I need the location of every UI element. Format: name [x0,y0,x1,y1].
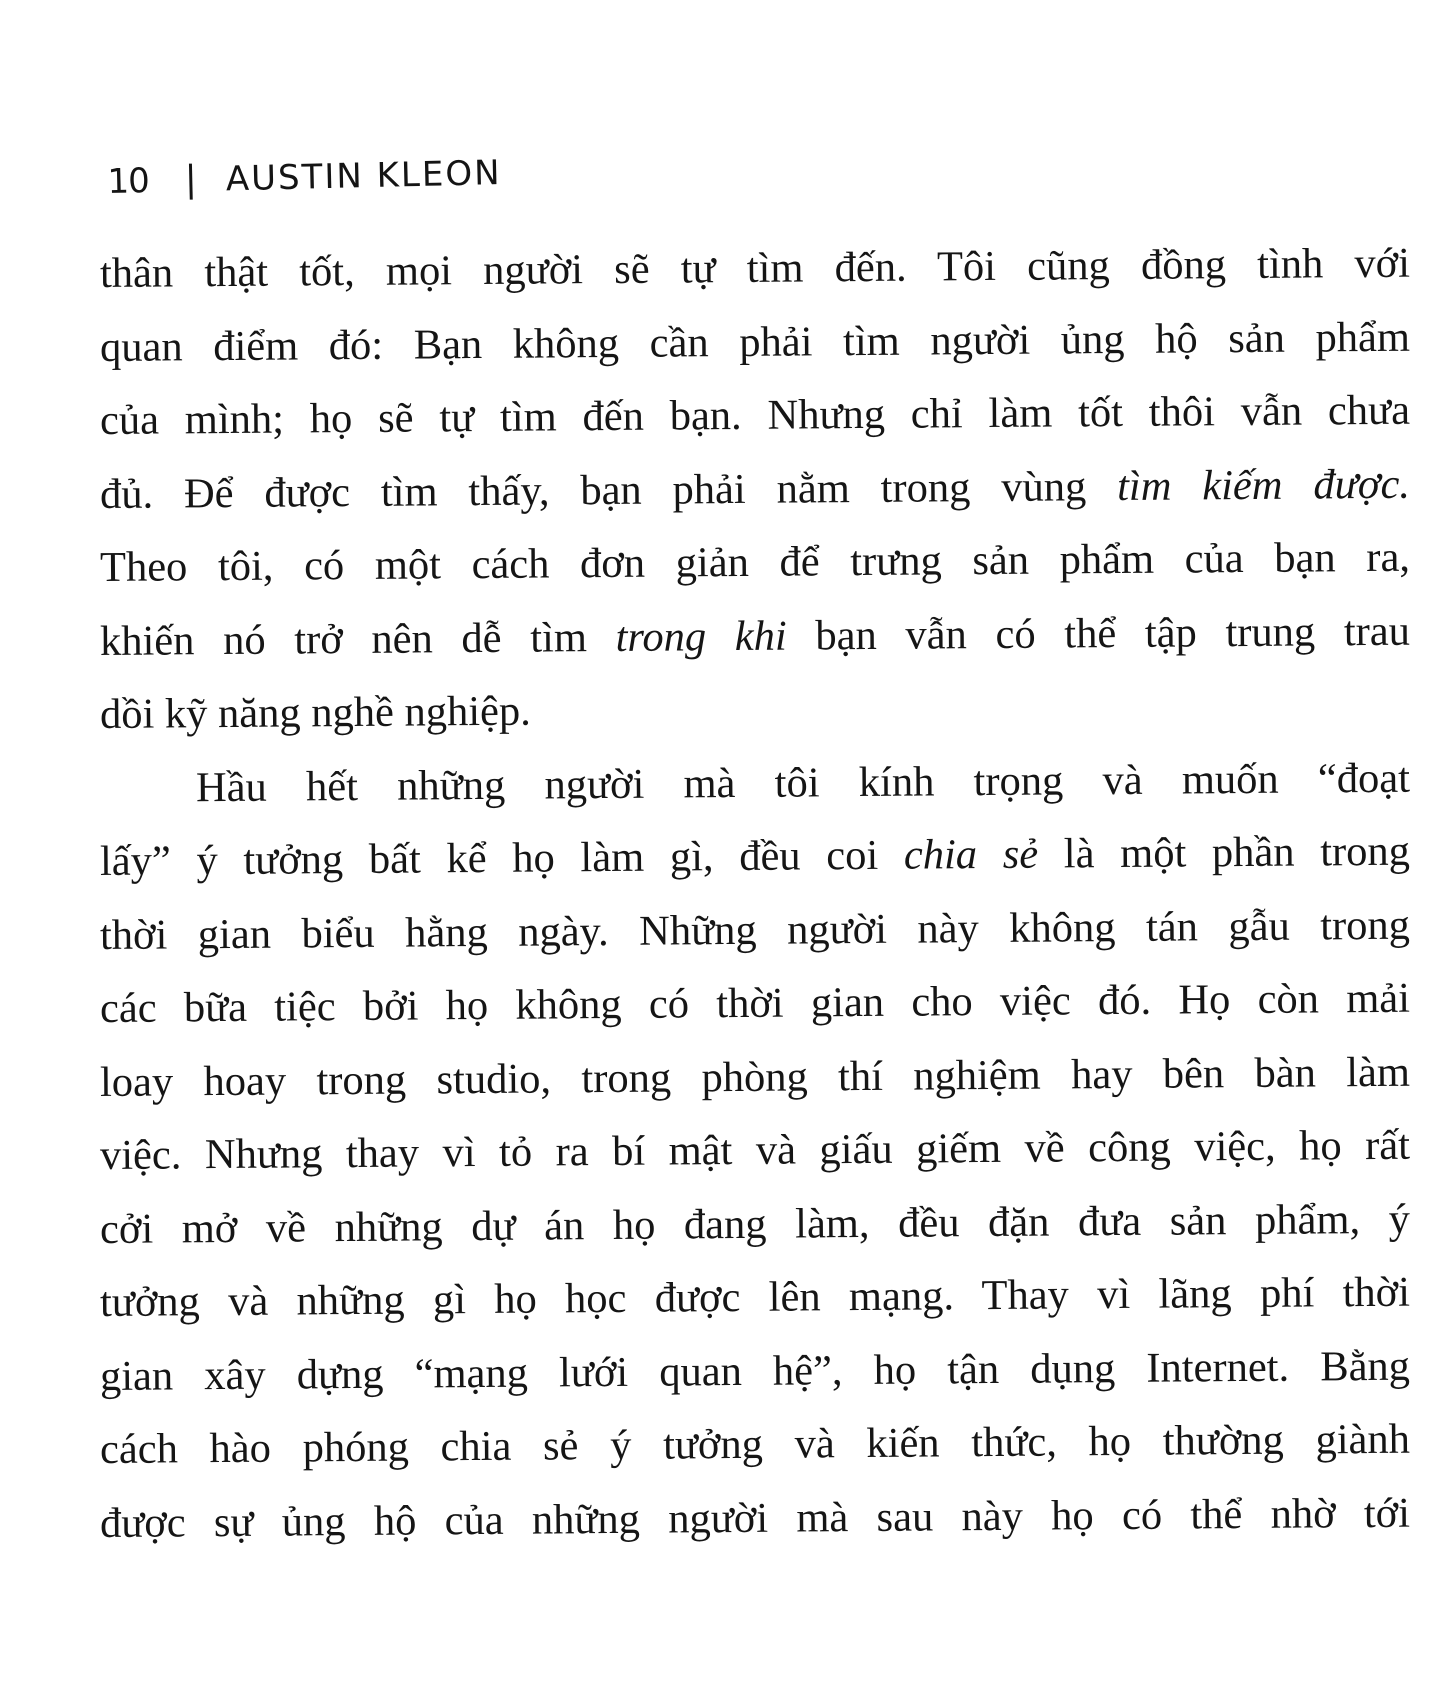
text-line [100,1035,1411,1119]
text-line [100,374,1411,458]
text-segment: thời gian biểu hằng ngày. Những người này không tán gẫu trong [99,901,1411,959]
text-segment: thân thật tốt, mọi người sẽ tự tìm đến. Tôi cũng đồng tình với [99,239,1411,297]
text-line [100,1476,1411,1560]
text-segment: là một phần trong [1037,827,1411,878]
text-segment: việc. Nhưng thay vì tỏ ra bí mật và giấu giếm về công việc, họ rất [99,1121,1411,1179]
italic-text: chia sẻ [903,830,1039,879]
text-line [100,1329,1411,1413]
text-line [100,888,1411,972]
italic-text: tìm kiếm được. [1116,460,1411,510]
text-segment: quan điểm đó: Bạn không cần phải tìm người ủng hộ sản phẩm [99,313,1411,371]
header-separator: | [184,158,199,201]
text-line [100,741,1411,825]
text-line [100,1256,1411,1340]
text-line [100,1182,1411,1266]
text-segment: khiến nó trở nên dễ tìm [99,613,616,665]
text-line [100,815,1411,899]
author-name: AUSTIN KLEON [225,153,502,200]
page-number: 10 [107,161,150,202]
text-line [100,521,1411,605]
body-text [100,237,1410,1560]
text-line [100,300,1411,384]
text-segment: được sự ủng hộ của những người mà sau này họ có thể nhờ tới [99,1489,1411,1547]
text-segment: tưởng và những gì họ học được lên mạng. Thay vì lãng phí thời [99,1268,1411,1326]
text-segment: các bữa tiệc bởi họ không có thời gian cho việc đó. Họ còn mải [99,974,1411,1032]
text-segment: dồi kỹ năng nghề nghiệp. [99,687,532,738]
text-segment: lấy” ý tưởng bất kể họ làm gì, đều coi [99,831,905,885]
text-segment: Hầu hết những người mà tôi kính trọng và muốn “đoạt [195,754,1411,811]
text-line [100,594,1411,678]
text-line [100,227,1411,311]
text-segment: cách hào phóng chia sẻ ý tưởng và kiến thức, họ thường giành [99,1415,1411,1473]
text-segment: loay hoay trong studio, trong phòng thí nghiệm hay bên bàn làm [99,1048,1411,1106]
text-line [100,668,1411,752]
text-segment: gian xây dựng “mạng lưới quan hệ”, họ tận dụng Internet. Bằng [99,1342,1411,1400]
text-line [100,962,1411,1046]
text-line [100,1109,1411,1193]
text-line [100,447,1411,531]
italic-text: trong khi [615,612,787,661]
text-line [100,1403,1411,1487]
text-segment: của mình; họ sẽ tự tìm đến bạn. Nhưng chỉ làm tốt thôi vẫn chưa [99,386,1411,444]
running-header [107,133,502,202]
text-segment: Theo tôi, có một cách đơn giản để trưng sản phẩm của bạn ra, [99,533,1411,591]
text-segment: đủ. Để được tìm thấy, bạn phải nằm trong vùng [99,462,1118,518]
text-segment: cởi mở về những dự án họ đang làm, đều đặn đưa sản phẩm, ý [99,1195,1411,1253]
text-segment: bạn vẫn có thể tập trung trau [786,607,1411,660]
